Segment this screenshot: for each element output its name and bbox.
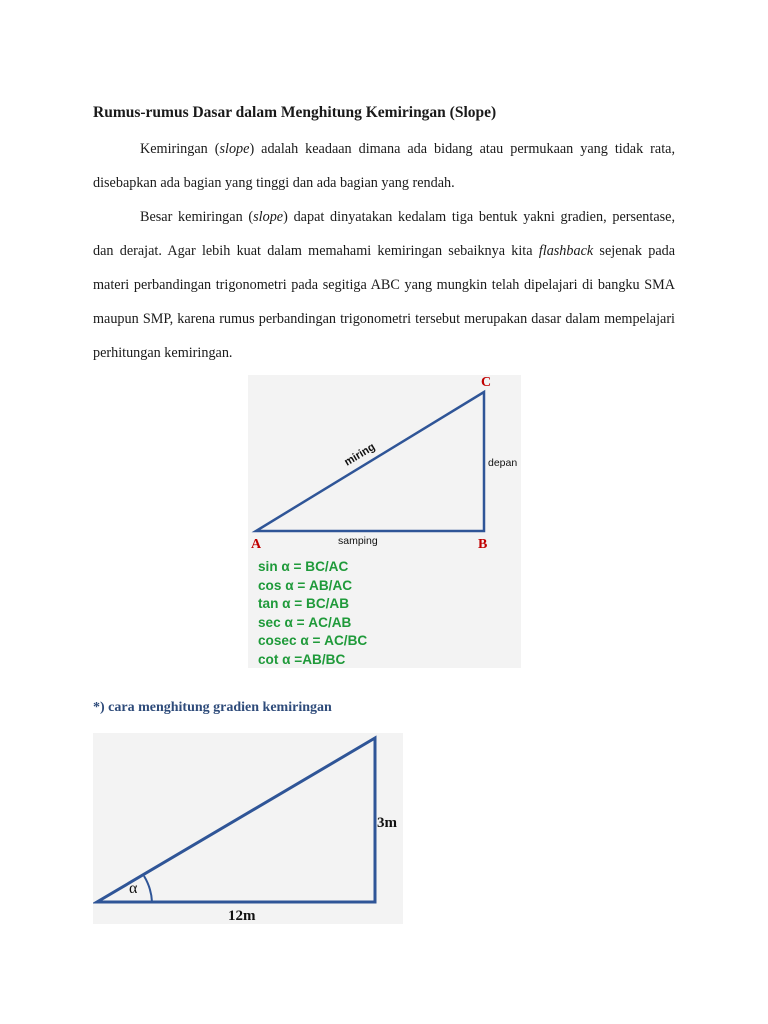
page-heading: Rumus-rumus Dasar dalam Menghitung Kemiringan (Slope) <box>93 104 497 121</box>
paragraph2-text-part1: Besar kemiringan ( <box>140 209 254 225</box>
figure-slope-triangle <box>93 733 403 924</box>
paragraph2-text-part3: sejenak pada materi perbandingan trigonometri pada segitiga ABC yang mungkin telah dipelajari di bangku SMA maupun SMP, karena rumus perbandingan trigonometri tersebut merupakan dasar dalam mempelajari perhitungan kemiringan. <box>93 243 676 361</box>
section-subheading: *) cara menghitung gradien kemiringan <box>93 700 332 715</box>
triangle-abc-shape <box>256 392 484 531</box>
trig-formula-list <box>258 558 367 669</box>
paragraph1-italic-slope: slope <box>219 141 250 157</box>
formula-sin: sin α = BC/AC <box>258 559 349 574</box>
vertex-b-label: B <box>478 537 488 552</box>
paragraph-forms <box>93 200 675 370</box>
slope-triangle-diagram <box>93 733 403 924</box>
vertex-a-label: A <box>251 537 262 552</box>
formula-cot: cot α =AB/BC <box>258 651 346 667</box>
height-label: 3m <box>377 815 397 831</box>
adjacent-side-label: samping <box>338 535 378 547</box>
formula-cosec: cosec α = AC/BC <box>258 633 368 648</box>
paragraph1-text-end: ) adalah keadaan dimana ada bidang atau permukaan yang tidak rata, disebapkan ada bagian yang tinggi dan ada bagian yang rendah. <box>93 141 675 191</box>
hypotenuse-label: miring <box>342 440 378 469</box>
formula-sec: sec α = AC/AB <box>258 614 352 630</box>
opposite-side-label: depan <box>488 457 518 469</box>
angle-arc <box>144 876 152 902</box>
slope-triangle-shape <box>97 738 375 902</box>
figure-triangle-abc <box>248 375 521 668</box>
paragraph1-text-start: Kemiringan ( <box>140 141 220 157</box>
vertex-c-label: C <box>481 375 492 390</box>
angle-alpha-label: α <box>129 880 138 897</box>
paragraph2-text-part2: ) dapat dinyatakan kedalam tiga bentuk yakni gradien, persentase, dan derajat. Agar lebih kuat dalam memahami kemiringan sebaiknya kita <box>93 209 675 259</box>
paragraph2-italic-slope: slope <box>253 209 284 225</box>
formula-cos: cos α = AB/AC <box>258 577 353 593</box>
base-label: 12m <box>228 908 256 924</box>
formula-tan: tan α = BC/AB <box>258 596 350 611</box>
paragraph-definition <box>93 132 675 200</box>
paragraph2-italic-flashback: flashback <box>538 243 594 259</box>
